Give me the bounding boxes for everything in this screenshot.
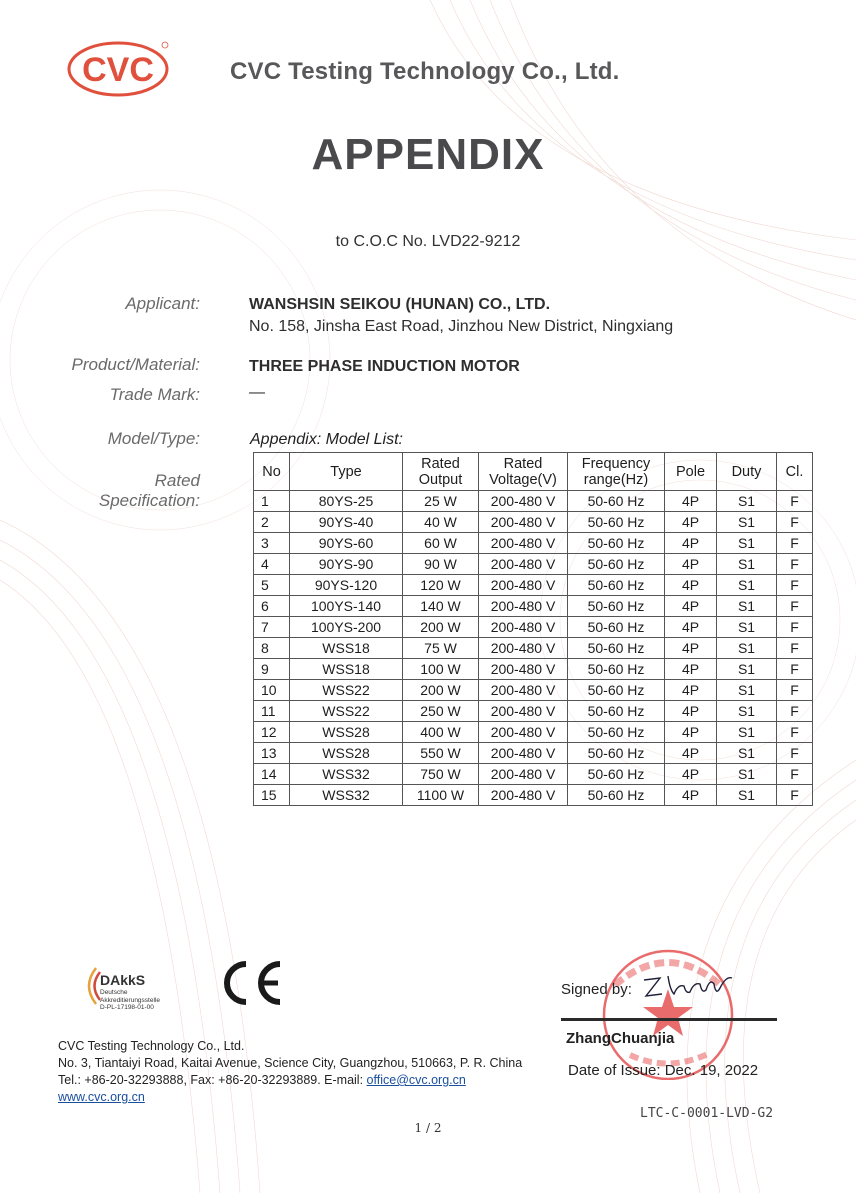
cell-output: 400 W bbox=[403, 722, 479, 743]
signature-line bbox=[561, 1018, 777, 1021]
cell-frequency: 50-60 Hz bbox=[568, 617, 665, 638]
document-title: APPENDIX bbox=[311, 130, 545, 179]
dakks-line3: D-PL-17198-01-00 bbox=[100, 1004, 154, 1011]
cell-voltage: 200-480 V bbox=[479, 554, 568, 575]
cell-output: 200 W bbox=[403, 680, 479, 701]
table-row bbox=[254, 554, 813, 575]
cell-no: 9 bbox=[254, 659, 290, 680]
cell-no: 10 bbox=[254, 680, 290, 701]
cell-voltage: 200-480 V bbox=[479, 617, 568, 638]
cell-duty: S1 bbox=[717, 680, 777, 701]
cell-type: WSS32 bbox=[290, 764, 403, 785]
table-row bbox=[254, 785, 813, 806]
cell-frequency: 50-60 Hz bbox=[568, 680, 665, 701]
cell-no: 2 bbox=[254, 512, 290, 533]
cell-output: 200 W bbox=[403, 617, 479, 638]
cell-pole: 4P bbox=[665, 596, 717, 617]
cell-type: 90YS-40 bbox=[290, 512, 403, 533]
issue-date: Date of Issue: Dec. 19, 2022 bbox=[568, 1062, 759, 1079]
cell-type: WSS22 bbox=[290, 680, 403, 701]
cell-output: 40 W bbox=[403, 512, 479, 533]
cell-duty: S1 bbox=[717, 512, 777, 533]
cell-duty: S1 bbox=[717, 785, 777, 806]
header-no: No bbox=[254, 453, 290, 491]
table-row bbox=[254, 680, 813, 701]
cell-pole: 4P bbox=[665, 554, 717, 575]
ce-mark-icon bbox=[220, 958, 286, 1008]
contact-phone-fax: Tel.: +86-20-32293888, Fax: +86-20-32293889. E-mail: bbox=[58, 1073, 367, 1087]
cell-type: 80YS-25 bbox=[290, 491, 403, 512]
cell-frequency: 50-60 Hz bbox=[568, 722, 665, 743]
table-row bbox=[254, 575, 813, 596]
cell-frequency: 50-60 Hz bbox=[568, 764, 665, 785]
cell-voltage: 200-480 V bbox=[479, 785, 568, 806]
email-link[interactable]: office@cvc.org.cn bbox=[366, 1073, 466, 1087]
cell-output: 120 W bbox=[403, 575, 479, 596]
cell-output: 100 W bbox=[403, 659, 479, 680]
header-output-line1: Rated bbox=[421, 455, 460, 472]
cell-no: 11 bbox=[254, 701, 290, 722]
header-pole: Pole bbox=[665, 453, 717, 491]
applicant-name: WANSHSIN SEIKOU (HUNAN) CO., LTD. bbox=[249, 296, 551, 313]
company-name-header: CVC Testing Technology Co., Ltd. bbox=[230, 58, 620, 85]
cell-type: WSS28 bbox=[290, 722, 403, 743]
official-red-stamp bbox=[560, 945, 760, 1080]
cell-class: F bbox=[777, 701, 813, 722]
cell-frequency: 50-60 Hz bbox=[568, 575, 665, 596]
cell-voltage: 200-480 V bbox=[479, 596, 568, 617]
cell-pole: 4P bbox=[665, 512, 717, 533]
cell-voltage: 200-480 V bbox=[479, 722, 568, 743]
issuer-company: CVC Testing Technology Co., Ltd. bbox=[58, 1039, 245, 1053]
header-class: Cl. bbox=[777, 453, 813, 491]
cell-duty: S1 bbox=[717, 659, 777, 680]
dakks-arc-icon bbox=[78, 964, 102, 1008]
cell-pole: 4P bbox=[665, 701, 717, 722]
cell-pole: 4P bbox=[665, 764, 717, 785]
cell-duty: S1 bbox=[717, 554, 777, 575]
cell-frequency: 50-60 Hz bbox=[568, 701, 665, 722]
cell-output: 1100 W bbox=[403, 785, 479, 806]
dakks-line1: Deutsche bbox=[100, 989, 128, 996]
header-voltage-line1: Rated bbox=[503, 455, 543, 472]
header-output-line2: Output bbox=[418, 471, 463, 488]
table-row bbox=[254, 596, 813, 617]
cell-pole: 4P bbox=[665, 533, 717, 554]
cell-duty: S1 bbox=[717, 575, 777, 596]
cell-pole: 4P bbox=[665, 575, 717, 596]
table-row bbox=[254, 743, 813, 764]
cell-frequency: 50-60 Hz bbox=[568, 785, 665, 806]
cell-type: 100YS-140 bbox=[290, 596, 403, 617]
cell-duty: S1 bbox=[717, 722, 777, 743]
cell-class: F bbox=[777, 722, 813, 743]
issuer-contact-block bbox=[58, 1038, 522, 1106]
logo-text: CVC bbox=[82, 51, 154, 89]
certificate-reference: to C.O.C No. LVD22-9212 bbox=[335, 233, 521, 250]
cell-type: 90YS-60 bbox=[290, 533, 403, 554]
cell-duty: S1 bbox=[717, 533, 777, 554]
table-row bbox=[254, 512, 813, 533]
cell-no: 15 bbox=[254, 785, 290, 806]
cell-no: 4 bbox=[254, 554, 290, 575]
cell-voltage: 200-480 V bbox=[479, 575, 568, 596]
rated-specification-label bbox=[60, 471, 200, 511]
table-row bbox=[254, 638, 813, 659]
cell-output: 60 W bbox=[403, 533, 479, 554]
cell-output: 750 W bbox=[403, 764, 479, 785]
cell-pole: 4P bbox=[665, 743, 717, 764]
cell-frequency: 50-60 Hz bbox=[568, 596, 665, 617]
cell-duty: S1 bbox=[717, 743, 777, 764]
cell-pole: 4P bbox=[665, 680, 717, 701]
dakks-name: DAkkS bbox=[100, 972, 146, 988]
cell-type: 90YS-90 bbox=[290, 554, 403, 575]
cell-class: F bbox=[777, 512, 813, 533]
cell-output: 90 W bbox=[403, 554, 479, 575]
cell-type: 90YS-120 bbox=[290, 575, 403, 596]
cell-class: F bbox=[777, 491, 813, 512]
table-caption: Appendix: Model List: bbox=[250, 431, 403, 448]
header-freq-line1: Frequency bbox=[581, 455, 651, 472]
header-rated-output bbox=[403, 453, 479, 491]
cell-no: 7 bbox=[254, 617, 290, 638]
cell-class: F bbox=[777, 638, 813, 659]
cell-duty: S1 bbox=[717, 638, 777, 659]
dakks-details bbox=[100, 989, 160, 1012]
rated-label-line1: Rated bbox=[154, 471, 200, 490]
cell-no: 8 bbox=[254, 638, 290, 659]
cell-class: F bbox=[777, 533, 813, 554]
table-row bbox=[254, 491, 813, 512]
cell-frequency: 50-60 Hz bbox=[568, 638, 665, 659]
cell-class: F bbox=[777, 617, 813, 638]
table-row bbox=[254, 617, 813, 638]
cell-duty: S1 bbox=[717, 617, 777, 638]
website-link[interactable]: www.cvc.org.cn bbox=[58, 1090, 145, 1104]
page-number: 1 / 2 bbox=[414, 1121, 442, 1135]
table-row bbox=[254, 533, 813, 554]
model-list-table bbox=[253, 452, 813, 806]
cell-type: WSS22 bbox=[290, 701, 403, 722]
cell-voltage: 200-480 V bbox=[479, 533, 568, 554]
cell-class: F bbox=[777, 764, 813, 785]
applicant-address: No. 158, Jinsha East Road, Jinzhou New District, Ningxiang bbox=[249, 318, 674, 335]
cell-frequency: 50-60 Hz bbox=[568, 533, 665, 554]
cell-type: 100YS-200 bbox=[290, 617, 403, 638]
model-type-label: Model/Type: bbox=[107, 429, 200, 448]
issuer-address: No. 3, Tiantaiyi Road, Kaitai Avenue, Science City, Guangzhou, 510663, P. R. China bbox=[58, 1056, 523, 1070]
product-value: THREE PHASE INDUCTION MOTOR bbox=[249, 358, 520, 375]
cell-pole: 4P bbox=[665, 659, 717, 680]
cell-duty: S1 bbox=[717, 764, 777, 785]
cell-pole: 4P bbox=[665, 638, 717, 659]
cell-voltage: 200-480 V bbox=[479, 764, 568, 785]
cell-class: F bbox=[777, 743, 813, 764]
table-row bbox=[254, 764, 813, 785]
cell-pole: 4P bbox=[665, 491, 717, 512]
cell-duty: S1 bbox=[717, 596, 777, 617]
cell-output: 25 W bbox=[403, 491, 479, 512]
cell-no: 3 bbox=[254, 533, 290, 554]
cvc-logo bbox=[66, 38, 172, 98]
trademark-value: — bbox=[249, 384, 265, 401]
cell-frequency: 50-60 Hz bbox=[568, 491, 665, 512]
cell-class: F bbox=[777, 659, 813, 680]
header-type: Type bbox=[290, 453, 403, 491]
cell-no: 6 bbox=[254, 596, 290, 617]
cell-type: WSS18 bbox=[290, 638, 403, 659]
cell-output: 250 W bbox=[403, 701, 479, 722]
cell-pole: 4P bbox=[665, 722, 717, 743]
table-row bbox=[254, 701, 813, 722]
cell-class: F bbox=[777, 575, 813, 596]
rated-label-line2: Specification: bbox=[98, 491, 200, 510]
cell-frequency: 50-60 Hz bbox=[568, 512, 665, 533]
header-rated-voltage bbox=[479, 453, 568, 491]
table-header-row bbox=[254, 453, 813, 491]
cell-type: WSS28 bbox=[290, 743, 403, 764]
cell-no: 1 bbox=[254, 491, 290, 512]
cell-class: F bbox=[777, 596, 813, 617]
table-row bbox=[254, 659, 813, 680]
signed-by-label: Signed by: bbox=[561, 981, 632, 998]
signer-name: ZhangChuanjia bbox=[566, 1030, 675, 1047]
dakks-accreditation-mark bbox=[78, 958, 218, 1018]
handwritten-signature bbox=[640, 970, 740, 1004]
issuer-contact bbox=[58, 1072, 522, 1089]
header-duty: Duty bbox=[717, 453, 777, 491]
cell-duty: S1 bbox=[717, 491, 777, 512]
cell-voltage: 200-480 V bbox=[479, 491, 568, 512]
cell-class: F bbox=[777, 785, 813, 806]
header-voltage-line2: Voltage(V) bbox=[489, 471, 557, 488]
cell-voltage: 200-480 V bbox=[479, 680, 568, 701]
cell-class: F bbox=[777, 554, 813, 575]
cell-type: WSS18 bbox=[290, 659, 403, 680]
cell-frequency: 50-60 Hz bbox=[568, 554, 665, 575]
header-freq-line2: range(Hz) bbox=[583, 471, 649, 488]
applicant-label: Applicant: bbox=[125, 294, 200, 313]
header-frequency bbox=[568, 453, 665, 491]
dakks-line2: Akkreditierungsstelle bbox=[100, 996, 160, 1004]
form-code: LTC-C-0001-LVD-G2 bbox=[640, 1106, 774, 1121]
cell-duty: S1 bbox=[717, 701, 777, 722]
cell-voltage: 200-480 V bbox=[479, 659, 568, 680]
cell-pole: 4P bbox=[665, 785, 717, 806]
cell-frequency: 50-60 Hz bbox=[568, 659, 665, 680]
cell-frequency: 50-60 Hz bbox=[568, 743, 665, 764]
cell-class: F bbox=[777, 680, 813, 701]
product-label: Product/Material: bbox=[71, 355, 200, 374]
cell-voltage: 200-480 V bbox=[479, 701, 568, 722]
table-row bbox=[254, 722, 813, 743]
cell-output: 140 W bbox=[403, 596, 479, 617]
trademark-label: Trade Mark: bbox=[109, 385, 200, 404]
cell-no: 14 bbox=[254, 764, 290, 785]
cell-no: 12 bbox=[254, 722, 290, 743]
cell-no: 13 bbox=[254, 743, 290, 764]
cell-pole: 4P bbox=[665, 617, 717, 638]
cell-voltage: 200-480 V bbox=[479, 512, 568, 533]
cell-no: 5 bbox=[254, 575, 290, 596]
cell-output: 550 W bbox=[403, 743, 479, 764]
cell-type: WSS32 bbox=[290, 785, 403, 806]
cell-output: 75 W bbox=[403, 638, 479, 659]
cell-voltage: 200-480 V bbox=[479, 743, 568, 764]
cell-voltage: 200-480 V bbox=[479, 638, 568, 659]
